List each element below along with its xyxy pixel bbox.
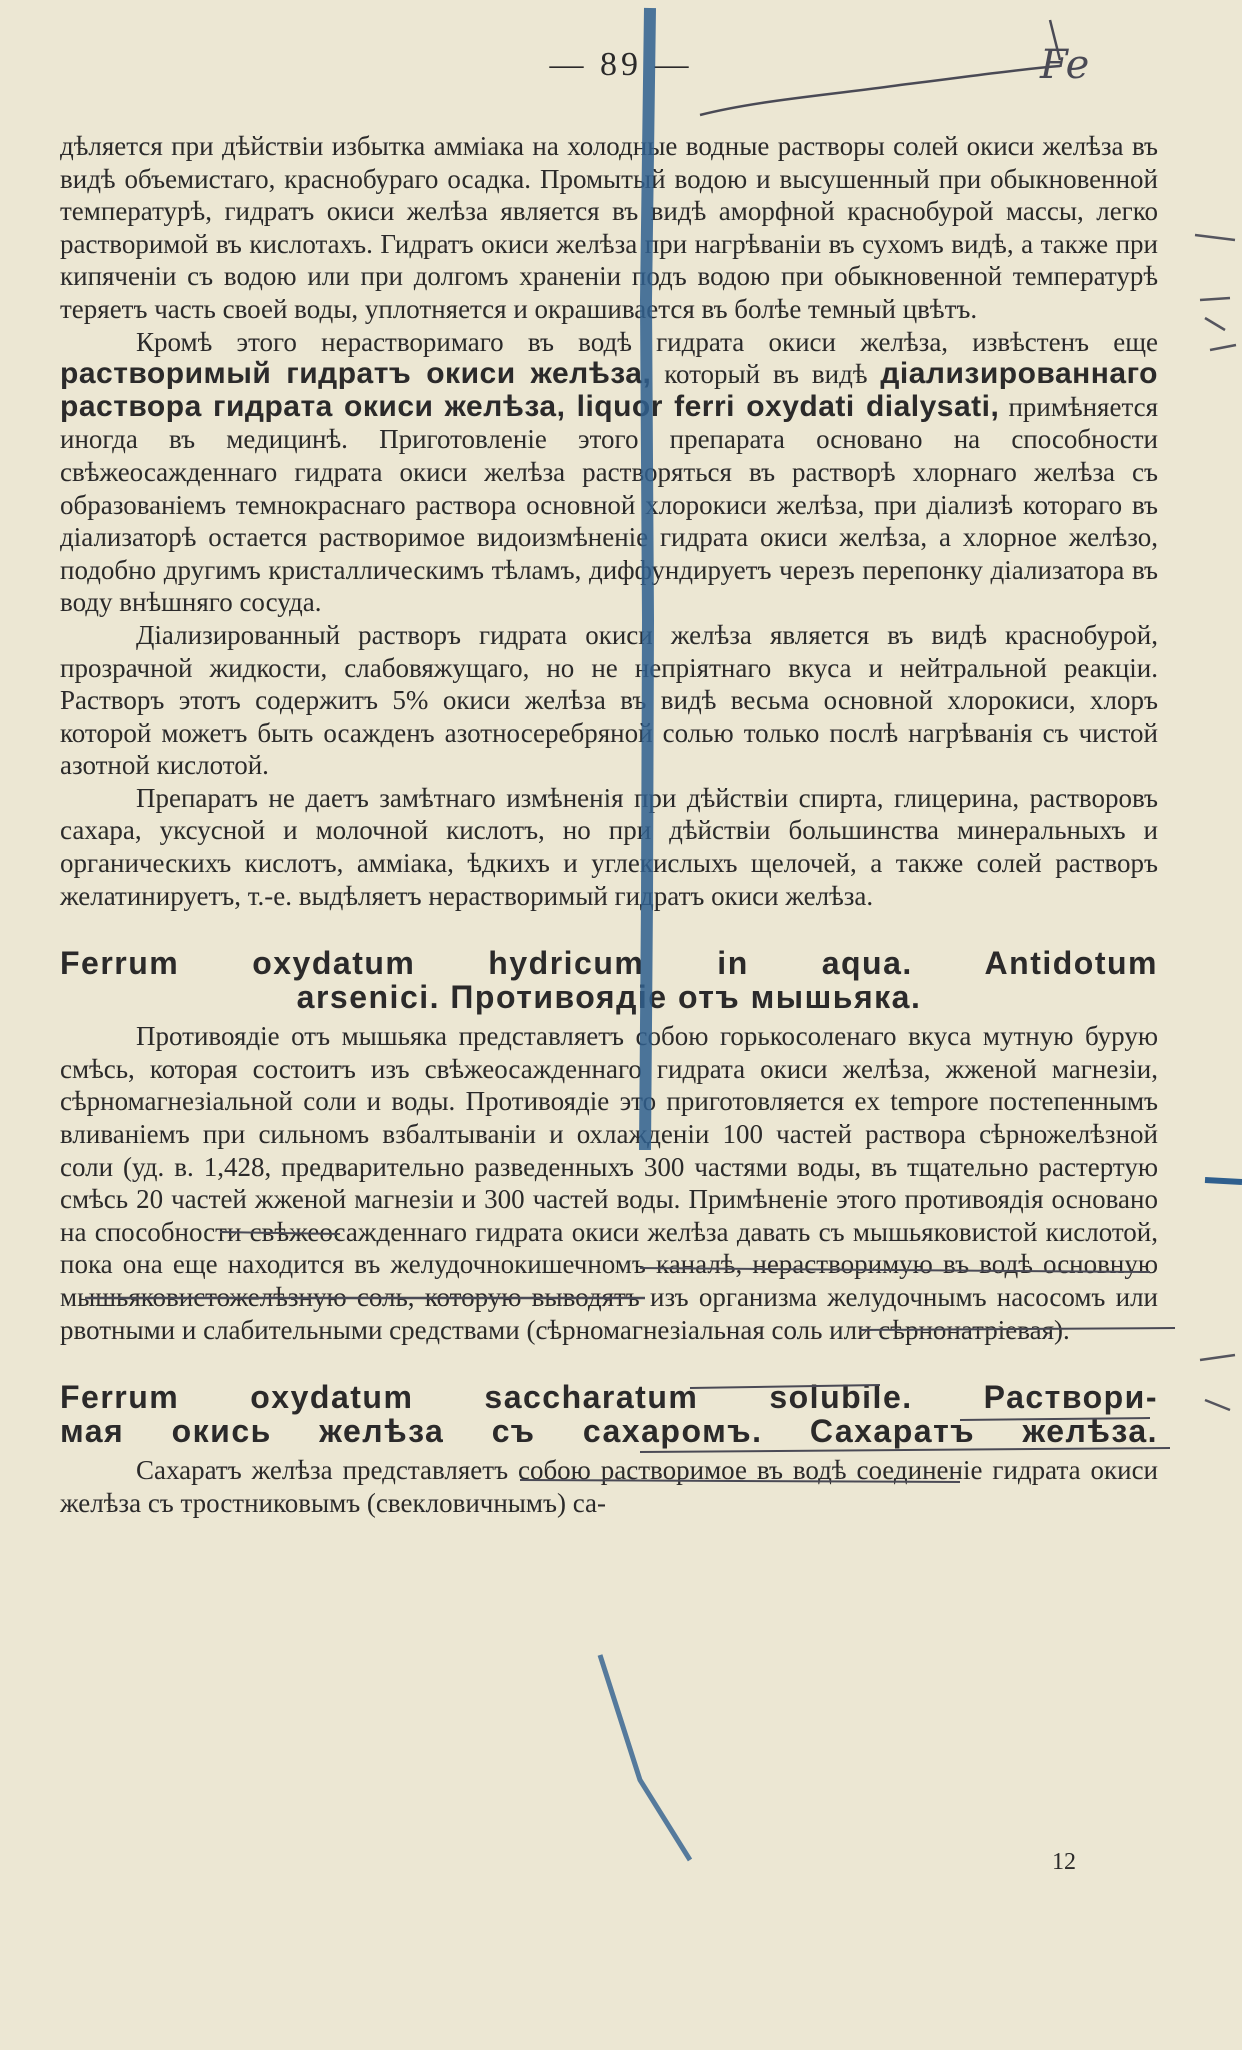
heading-2-line-1: Ferrum oxydatum saccharatum solubile. Раствори- <box>60 1379 1158 1416</box>
paragraph-4: Препаратъ не даетъ замѣтнаго измѣненія при дѣйствіи спирта, глицерина, растворовъ сахара, уксусной и молочной кислотъ, но при дѣйствіи большинства минеральныхъ и органическихъ кислотъ, амміака, ѣдкихъ и углекислыхъ щелочей, а также солей растворъ желатинируетъ, т.-е. выдѣляетъ нерастворимый гидратъ окиси желѣза. <box>60 782 1158 911</box>
bold-term-soluble-hydrate: растворимый гидратъ окиси желѣза, <box>60 357 652 391</box>
margin-dash-mark <box>1205 1180 1242 1182</box>
heading-1-line-2: arsenici. Противоядіе отъ мышьяка. <box>296 979 922 1016</box>
section-heading-saccharatum <box>60 1380 1158 1448</box>
paragraph-3: Діализированный растворъ гидрата окиси желѣза является въ видѣ краснобурой, прозрачной жидкости, слабовяжущаго, но не непріятнаго вкуса и нейтральной реакціи. Растворъ этотъ содержитъ 5% окиси желѣза въ видѣ весьма основной хлорокиси, хлоръ которой можетъ быть осажденъ азотносеребряной солью только послѣ нагрѣванія съ чистой азотной кислотой. <box>60 619 1158 781</box>
paragraph-2-text-3: примѣняется иногда въ медицинѣ. Приготовленіе этого препарата основано на способности свѣжеосажденнаго гидрата окиси желѣза растворяться въ растворѣ хлорнаго желѣза съ образованіемъ темнокраснаго раствора основной хлорокиси желѣза, при діализѣ котораго въ діализаторѣ остается растворимое видоизмѣненіе гидрата окиси желѣза, а хлорное желѣзо, подобно другимъ кристаллическимъ тѣламъ, диффундируетъ черезъ перепонку діализатора въ воду внѣшняго сосуда. <box>60 391 1158 618</box>
footer-signature-number: 12 <box>1052 1849 1076 1875</box>
bold-term-liquor-ferri: діализированнаго раствора гидрата окиси желѣза, liquor ferri oxydati dialysati, <box>60 357 1158 423</box>
section-heading-antidotum <box>60 946 1158 1014</box>
heading-1-line-1: Ferrum oxydatum hydricum in aqua. Antidotum <box>60 945 1158 982</box>
diagonal-pencil-line <box>600 1655 690 1860</box>
paragraph-2-text-1: Кромѣ этого нерастворимаго въ водѣ гидрата окиси желѣза, извѣстенъ еще <box>136 326 1158 357</box>
page-number: — 89 — <box>549 46 693 83</box>
paragraph-5: Противоядіе отъ мышьяка представляетъ собою горькосоленаго вкуса мутную бурую смѣсь, которая состоитъ изъ свѣжеосажденнаго гидрата окиси желѣза, жженой магнезіи, сѣрномагнезіальной соли и воды. Противоядіе это приготовляется ex tempore постепеннымъ вливаніемъ при сильномъ взбалтываніи и охлажденіи 100 частей раствора сѣрножелѣзной соли (уд. в. 1,428, предварительно разведенныхъ 300 частями воды, въ тщательно растертую смѣсь 20 частей жженой магнезіи и 300 частей воды. Примѣненіе этого противоядія основано на способности свѣжеосажденнаго гидрата окиси желѣза давать съ мышьяковистой кислотой, пока она еще находится въ желудочнокишечномъ каналѣ, нерастворимую въ водѣ основную мышьяковистожелѣзную соль, которую выводятъ изъ организма желудочнымъ насосомъ или рвотными и слабительными средствами (сѣрномагнезіальная соль или сѣрнонатріевая). <box>60 1021 1158 1345</box>
paragraph-6: Сахаратъ желѣза представляетъ собою растворимое въ водѣ соединеніе гидрата окиси желѣза съ тростниковымъ (свекловичнымъ) са- <box>60 1455 1158 1518</box>
margin-tick-marks <box>1195 235 1236 350</box>
paragraph-1: дѣляется при дѣйствіи избытка амміака на холодные водные растворы солей окиси желѣза въ видѣ объемистаго, краснобураго осадка. Промытый водою и высушенный при обыкновенной температурѣ, гидратъ окиси желѣза является въ видѣ аморфной краснобурой массы, легко растворимой въ кислотахъ. Гидратъ окиси желѣза при нагрѣваніи въ сухомъ видѣ, а также при кипяченіи съ водою или при долгомъ храненіи подъ водою при обыкновенной температурѣ теряетъ часть своей воды, уплотняется и окрашивается въ болѣе темный цвѣтъ. <box>60 131 1158 324</box>
margin-note-fe: Fe <box>1040 42 1090 88</box>
body-text <box>60 130 1158 1519</box>
paragraph-2-text-2: который въ видѣ <box>651 359 881 390</box>
heading-2-line-2: мая окись желѣза съ сахаромъ. Сахаратъ желѣза. <box>60 1413 1158 1450</box>
paragraph-2 <box>60 326 1158 619</box>
